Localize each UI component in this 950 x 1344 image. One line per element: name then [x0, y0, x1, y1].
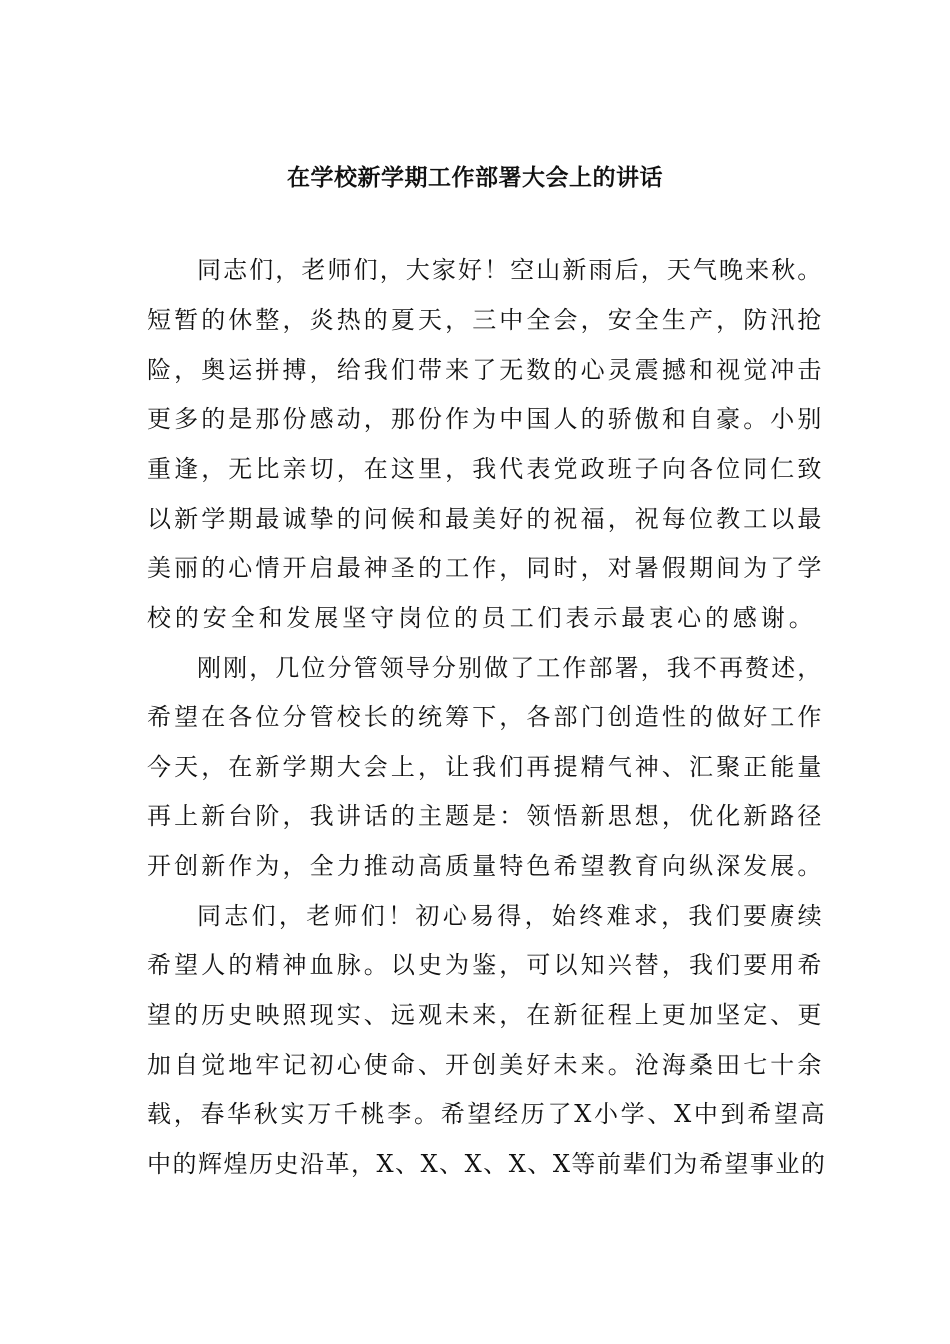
document-title: 在学校新学期工作部署大会上的讲话 [287, 165, 663, 191]
text-line: 重逢，无比亲切，在这里，我代表党政班子向各位同仁致 [147, 455, 825, 483]
text-line: 同志们，老师们，大家好！空山新雨后，天气晚来秋。 [197, 256, 824, 284]
text-line: 今天，在新学期大会上，让我们再提精气神、汇聚正能量 [147, 753, 825, 781]
text-line: 更多的是那份感动，那份作为中国人的骄傲和自豪。小别 [147, 405, 825, 433]
text-line: 同志们，老师们！初心易得，始终难求，我们要赓续 [197, 902, 825, 930]
text-line: 希望在各位分管校长的统筹下，各部门创造性的做好工作 [147, 703, 825, 731]
text-line: 以新学期最诚挚的问候和最美好的祝福，祝每位教工以最 [147, 505, 825, 533]
text-line: 校的安全和发展坚守岗位的员工们表示最衷心的感谢。 [147, 604, 817, 632]
text-line: 希望人的精神血脉。以史为鉴，可以知兴替，我们要用希 [147, 951, 825, 979]
text-line: 中的辉煌历史沿革，X、X、X、X、X等前辈们为希望事业的 [147, 1150, 827, 1178]
text-line: 开创新作为，全力推动高质量特色希望教育向纵深发展。 [147, 852, 825, 880]
text-line: 短暂的休整，炎热的夏天，三中全会，安全生产，防汛抢 [147, 306, 825, 334]
text-line: 载，春华秋实万千桃李。希望经历了X小学、X中到希望高 [147, 1100, 828, 1128]
text-line: 美丽的心情开启最神圣的工作，同时，对暑假期间为了学 [147, 554, 825, 582]
text-line: 刚刚，几位分管领导分别做了工作部署，我不再赘述， [197, 654, 824, 682]
text-line: 险，奥运拼搏，给我们带来了无数的心灵震撼和视觉冲击 [147, 356, 825, 384]
text-line: 望的历史映照现实、远观未来，在新征程上更加坚定、更 [147, 1001, 825, 1029]
text-line: 再上新台阶，我讲话的主题是：领悟新思想，优化新路径 [147, 802, 825, 830]
text-line: 加自觉地牢记初心使命、开创美好未来。沧海桑田七十余 [147, 1051, 825, 1079]
